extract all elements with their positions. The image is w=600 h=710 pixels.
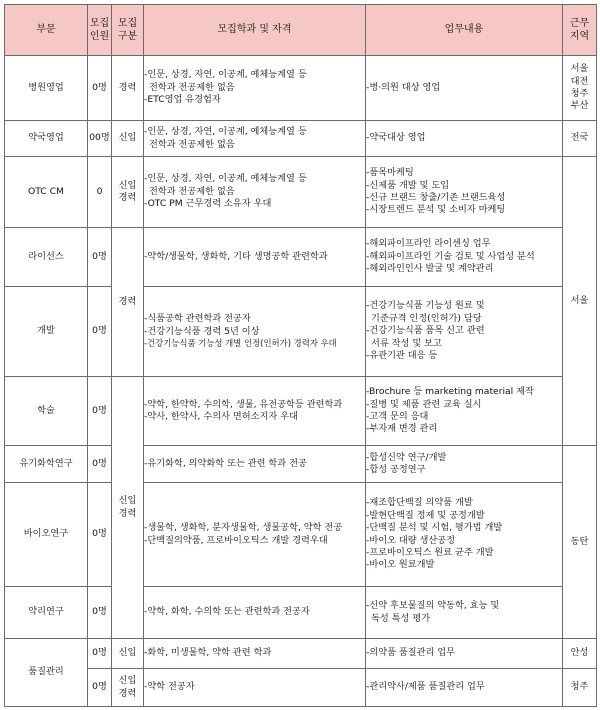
header-loc-line: 지역 [569,31,590,42]
qual-line: -화학, 미생물학, 약학 관련 학과 [144,647,272,659]
qual-line: -건강기능식품 기능성 개별 인정(인허가) 경력자 우대 [144,338,337,349]
count-text: 0명 [92,681,107,693]
table-row [5,669,597,707]
duty-line: -해외파이프라인 라이센싱 업무 [366,238,491,250]
location-cell [563,639,597,669]
duty-line: -프로바이오틱스 원료 균주 개발 [366,546,494,558]
count-text: 00명 [89,132,110,144]
qual-line: -인문, 상경, 자연, 이공계, 예체능계열 등 [144,126,307,138]
qualification-cell [144,446,366,483]
duty-line: -건강기능식품 기능성 원료 및 [366,300,485,312]
type-text: 신입 [118,675,137,687]
dept-cell [5,639,88,707]
count-cell [88,446,112,483]
location-text: 대전 [570,75,589,87]
header-qual-text: 모집학과 및 자격 [217,24,292,36]
duty-line: -품목마케팅 [366,167,414,179]
header-duty-text: 업무내용 [444,24,484,36]
location-cell [563,669,597,707]
qual-line: 전학과 전공제한 없음 [149,138,235,150]
count-text: 0명 [92,528,107,540]
qual-line: -약학/생물학, 생화학, 기타 생명공학 관련학과 [144,250,328,262]
dept-text: 라이선스 [28,250,64,262]
header-type-line: 구분 [117,31,138,42]
type-text: 신입 [118,647,137,659]
count-cell [88,377,112,446]
header-count-line: 인원 [89,31,110,42]
duty-line: -관리약사/제품 품질관리 업무 [366,681,485,693]
table-row [5,228,597,287]
table-row [5,287,597,377]
qual-line: 전학과 전공제한 없음 [149,81,235,93]
table-row [5,56,597,121]
type-text: 신입 [118,495,137,507]
header-count [88,5,112,56]
qual-line: -식품공학 관련학과 전공자 [144,313,251,325]
location-text: 청주 [570,88,589,99]
duty-line: -발현단백질 정제 및 공정개발 [366,509,485,521]
dept-cell [5,228,88,287]
dept-text: 약리연구 [28,606,64,618]
count-text: 0명 [92,325,107,337]
type-text: 경력 [118,295,137,307]
location-cell [563,157,597,446]
type-text: 경력 [118,687,137,699]
type-cell [112,639,144,669]
dept-cell [5,287,88,377]
qual-line: -유기화학, 의약화학 또는 관련 학과 전공 [144,457,307,469]
duty-line: -합성 공정연구 [366,464,426,475]
duty-line: -부자재 변경 관리 [366,423,438,435]
qual-line: -ETC영업 유경험자 [144,94,221,106]
duty-line: -Brochure 등 marketing material 제작 [366,386,534,398]
location-text: 부산 [570,100,589,112]
table-row [5,377,597,446]
type-cell [112,377,144,639]
qualification-cell [144,483,366,587]
table-row [5,483,597,587]
location-cell [563,56,597,121]
type-cell [112,157,144,228]
duty-line: -질병 및 제품 관련 교육 실시 [366,398,482,410]
table-row [5,121,597,157]
qual-line: -건강기능식품 경력 5년 이상 [144,325,260,337]
dept-text: 약국영업 [28,132,64,144]
table-header-row [5,5,597,56]
count-cell [88,228,112,287]
qualification-cell [144,587,366,639]
qual-line: -약사, 한약사, 수의사 면허소지자 우대 [144,411,298,422]
count-text: 0명 [92,404,107,416]
count-text: 0명 [92,647,107,659]
count-cell [88,587,112,639]
duty-line: -건강기능식품 품목 신고 관련 [366,325,485,337]
qual-line: -단백질의약품, 프로바이오틱스 개발 경력우대 [144,534,328,546]
duty-line: -유관기관 대응 등 [366,350,438,362]
qualification-cell [144,157,366,228]
duty-line: 서류 작성 및 보고 [371,337,442,349]
qual-line: -약학, 화학, 수의학 또는 관련학과 전공자 [144,606,310,618]
header-dept [5,5,88,56]
location-cell [563,121,597,157]
count-cell [88,157,112,228]
location-cell [563,446,597,639]
qualification-cell [144,121,366,157]
duty-line: -해외라인인사 발굴 및 계약관리 [366,263,494,275]
dept-cell [5,121,88,157]
duty-cell [366,121,563,157]
qual-line: -인문, 상경, 자연, 이공계, 예체능계열 등 [144,173,307,185]
dept-text: 유기화학연구 [19,457,73,469]
duty-line: 기준규격 인정(인허가) 담당 [371,312,482,324]
duty-line: -신제품 개발 및 도입 [366,179,450,191]
qual-line: -OTC PM 근무경력 소유자 우대 [144,198,272,210]
qual-line: -약학 전공자 [144,681,195,693]
duty-cell [366,157,563,228]
location-text: 전국 [570,132,589,144]
header-qualification [144,5,366,56]
type-cell [112,121,144,157]
dept-text: 병원영업 [28,81,64,93]
duty-line: -의약품 품질관리 업무 [366,647,456,659]
dept-text: 학술 [37,404,55,416]
count-cell [88,669,112,707]
dept-cell [5,446,88,483]
recruitment-table [4,4,597,707]
duty-line: -단백질 분석 및 시험, 평가법 개발 [366,522,503,534]
qualification-cell [144,377,366,446]
header-type [112,5,144,56]
count-cell [88,121,112,157]
duty-line: -병·의원 대상 영업 [366,81,441,93]
qualification-cell [144,228,366,287]
count-text: 0명 [92,606,107,618]
dept-text: OTC CM [28,185,64,197]
duty-line: -바이오 원료개발 [366,559,435,571]
duty-line: -약국대상 영업 [366,132,426,144]
duty-cell [366,56,563,121]
type-text: 경력 [118,81,137,93]
count-text: 0명 [92,457,107,469]
dept-text: 바이오연구 [23,528,69,540]
table-row [5,157,597,228]
count-cell [88,287,112,377]
qual-line: 전학과 전공제한 없음 [149,185,235,197]
header-location [563,5,597,56]
duty-cell [366,483,563,587]
count-cell [88,56,112,121]
count-cell [88,483,112,587]
dept-text: 개발 [37,325,55,337]
duty-line: -시장트렌드 분석 및 소비자 마케팅 [366,204,506,216]
duty-cell [366,377,563,446]
header-type-line: 모집 [117,17,138,29]
qual-line: -생물학, 생화학, 분자생물학, 생물공학, 약학 전공 [144,522,343,534]
duty-line: -바이오 대량 생산공정 [366,534,456,546]
duty-cell [366,587,563,639]
header-duty [366,5,563,56]
duty-line: -해외파이프라인 기술 검토 및 사업성 분석 [366,250,535,262]
location-text: 동탄 [570,535,589,547]
location-text: 청주 [570,681,589,693]
qualification-cell [144,287,366,377]
recruitment-table-wrapper [4,4,597,707]
dept-cell [5,377,88,446]
dept-cell [5,157,88,228]
dept-cell [5,483,88,587]
dept-cell [5,56,88,121]
type-cell [112,669,144,707]
qual-line: -약학, 한약학, 수의학, 생물, 유전공학등 관련학과 [144,398,343,410]
header-loc-line: 근무 [569,17,590,29]
header-count-line: 모집 [89,17,110,29]
duty-line: 독성 특성 평가 [371,612,431,624]
qualification-cell [144,639,366,669]
qualification-cell [144,56,366,121]
duty-cell [366,669,563,707]
count-text: 0명 [92,81,107,93]
header-dept-text: 부문 [36,24,56,36]
duty-cell [366,228,563,287]
type-cell [112,56,144,121]
location-text: 서울 [570,63,589,75]
qual-line: -인문, 상경, 자연, 이공계, 예체능계열 등 [144,69,307,81]
table-row [5,587,597,639]
duty-cell [366,446,563,483]
count-text: 0명 [92,250,107,262]
type-cell [112,228,144,377]
location-text: 서울 [570,294,589,306]
count-text: 0 [96,185,103,197]
dept-cell [5,587,88,639]
duty-line: -재조합단백질 의약품 개발 [366,497,473,509]
dept-text: 품질관리 [28,666,64,678]
table-row [5,446,597,483]
duty-line: -합성신약 연구/개발 [366,451,447,463]
table-row [5,639,597,669]
type-text: 신입 [118,132,137,144]
duty-cell [366,639,563,669]
duty-line: -신약 후보물질의 약동학, 효능 및 [366,600,500,612]
duty-line: -신규 브랜드 창출/기존 브랜드육성 [366,192,506,203]
count-cell [88,639,112,669]
type-text: 경력 [118,192,137,203]
location-text: 안성 [570,647,589,659]
qualification-cell [144,669,366,707]
type-text: 신입 [118,179,137,191]
duty-cell [366,287,563,377]
type-text: 경력 [118,507,137,519]
duty-line: -고객 문의 응대 [366,411,429,422]
